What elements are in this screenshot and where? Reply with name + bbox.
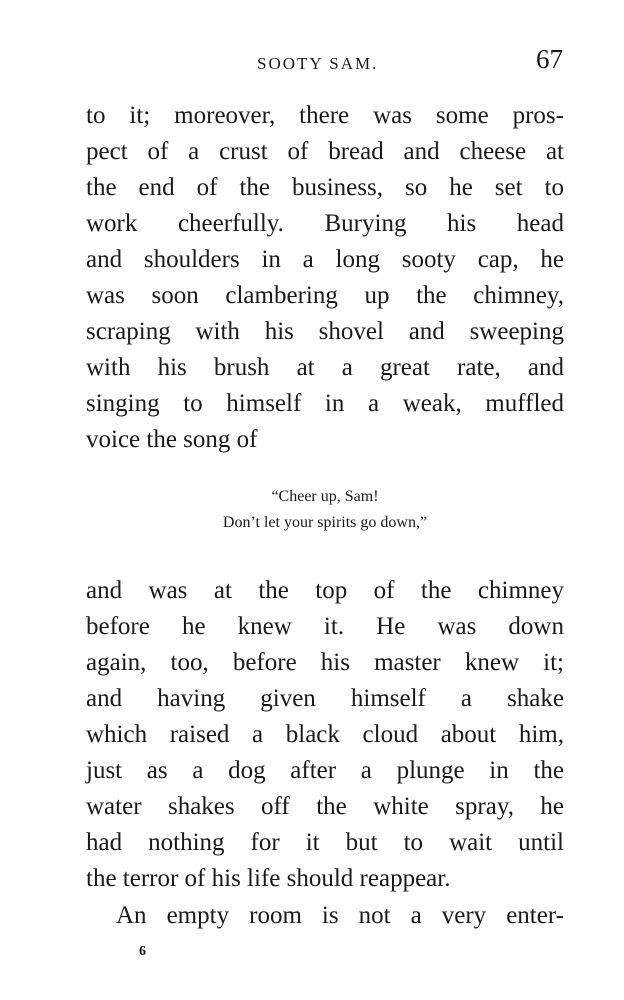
text-line: which raised a black cloud about him,	[86, 721, 564, 748]
text-line: with his brush at a great rate, and	[86, 354, 564, 381]
verse-line: Don’t let your spirits go down,”	[222, 514, 428, 531]
running-head	[85, 44, 565, 84]
text-line: the end of the business, so he set to	[86, 174, 564, 201]
text-line: just as a dog after a plunge in the	[86, 757, 564, 784]
text-line: singing to himself in a weak, muffled	[86, 390, 564, 417]
text-line: had nothing for it but to wait until	[86, 829, 564, 856]
text-line: water shakes off the white spray, he	[86, 793, 564, 820]
text-line: again, too, before his master knew it;	[86, 649, 564, 676]
page-number: 67	[536, 44, 563, 74]
text-line: before he knew it. He was down	[86, 613, 564, 640]
text-line: scraping with his shovel and sweeping	[86, 318, 564, 345]
text-line: was soon clambering up the chimney,	[86, 282, 564, 309]
verse-line: “Cheer up, Sam!	[271, 488, 379, 505]
text-line: the terror of his life should reappear.	[86, 865, 451, 892]
text-line: and was at the top of the chimney	[86, 577, 564, 604]
text-line: to it; moreover, there was some pros-	[86, 102, 564, 129]
text-line: An empty room is not a very enter-	[116, 902, 564, 929]
text-line: and shoulders in a long sooty cap, he	[86, 246, 564, 273]
text-line: and having given himself a shake	[86, 685, 564, 712]
text-line: pect of a crust of bread and cheese at	[86, 138, 564, 165]
text-line: work cheerfully. Burying his head	[86, 210, 564, 237]
running-title: SOOTY SAM.	[257, 54, 379, 73]
text-line: voice the song of	[86, 426, 258, 453]
signature-mark: 6	[139, 944, 146, 959]
